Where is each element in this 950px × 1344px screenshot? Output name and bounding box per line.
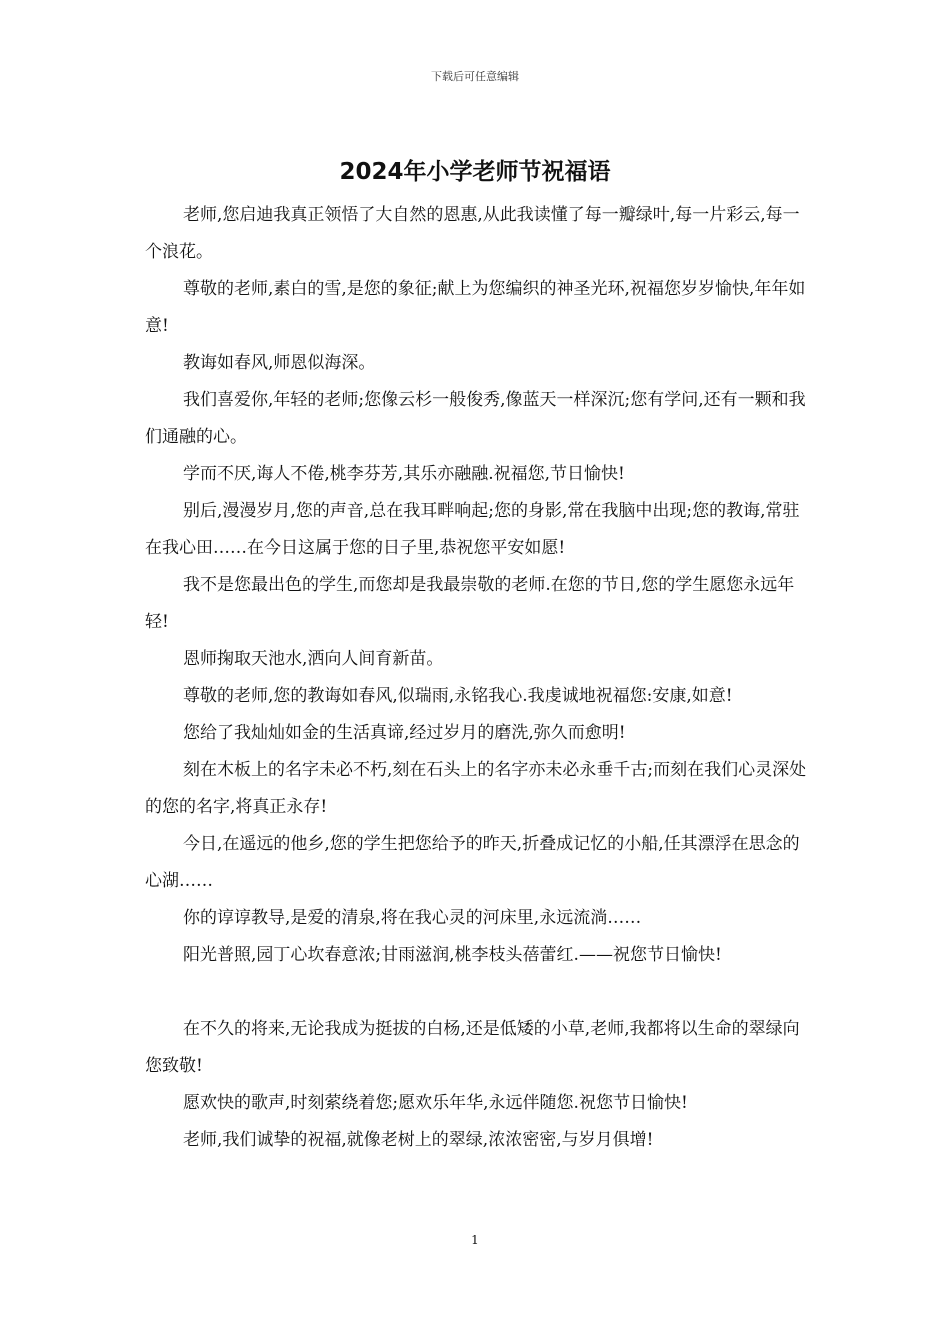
paragraph: 学而不厌,诲人不倦,桃李芬芳,其乐亦融融.祝福您,节日愉快! bbox=[183, 464, 625, 484]
paragraph: 老师,我们诚挚的祝福,就像老树上的翠绿,浓浓密密,与岁月俱增! bbox=[183, 1130, 654, 1150]
paragraph: 尊敬的老师,您的教诲如春风,似瑞雨,永铭我心.我虔诚地祝福您:安康,如意! bbox=[183, 686, 733, 706]
paragraph: 恩师掬取天池水,洒向人间育新苗。 bbox=[183, 649, 444, 669]
paragraph: 我们喜爱你,年轻的老师;您像云杉一般俊秀,像蓝天一样深沉;您有学问,还有一颗和我们通融的心。 bbox=[145, 390, 806, 447]
document-title: 2024年小学老师节祝福语 bbox=[339, 159, 611, 185]
paragraph: 愿欢快的歌声,时刻萦绕着您;愿欢乐年华,永远伴随您.祝您节日愉快! bbox=[183, 1093, 688, 1113]
paragraph: 今日,在遥远的他乡,您的学生把您给予的昨天,折叠成记忆的小船,任其漂浮在思念的心湖…… bbox=[145, 834, 800, 891]
page-header: 下载后可任意编辑 bbox=[431, 70, 519, 83]
paragraph: 老师,您启迪我真正领悟了大自然的恩惠,从此我读懂了每一瓣绿叶,每一片彩云,每一个浪花。 bbox=[145, 205, 800, 262]
paragraph: 我不是您最出色的学生,而您却是我最崇敬的老师.在您的节日,您的学生愿您永远年轻! bbox=[145, 575, 795, 632]
document-body bbox=[145, 197, 809, 1159]
paragraph: 尊敬的老师,素白的雪,是您的象征;献上为您编织的神圣光环,祝福您岁岁愉快,年年如意! bbox=[145, 279, 806, 336]
paragraph: 在不久的将来,无论我成为挺拔的白杨,还是低矮的小草,老师,我都将以生命的翠绿向您致敬! bbox=[145, 1019, 800, 1076]
blank-line bbox=[145, 974, 809, 1011]
paragraph: 刻在木板上的名字未必不朽,刻在石头上的名字亦未必永垂千古;而刻在我们心灵深处的您的名字,将真正永存! bbox=[145, 760, 807, 817]
paragraph: 教诲如春风,师恩似海深。 bbox=[183, 353, 376, 373]
page-number: 1 bbox=[471, 1233, 479, 1247]
paragraph: 阳光普照,园丁心坎春意浓;甘雨滋润,桃李枝头蓓蕾红.——祝您节日愉快! bbox=[183, 945, 722, 965]
paragraph: 你的谆谆教导,是爱的清泉,将在我心灵的河床里,永远流淌…… bbox=[183, 908, 642, 928]
paragraph: 您给了我灿灿如金的生活真谛,经过岁月的磨洗,弥久而愈明! bbox=[183, 723, 626, 743]
paragraph: 别后,漫漫岁月,您的声音,总在我耳畔响起;您的身影,常在我脑中出现;您的教诲,常驻在我心田……在今日这属于您的日子里,恭祝您平安如愿! bbox=[145, 501, 800, 558]
